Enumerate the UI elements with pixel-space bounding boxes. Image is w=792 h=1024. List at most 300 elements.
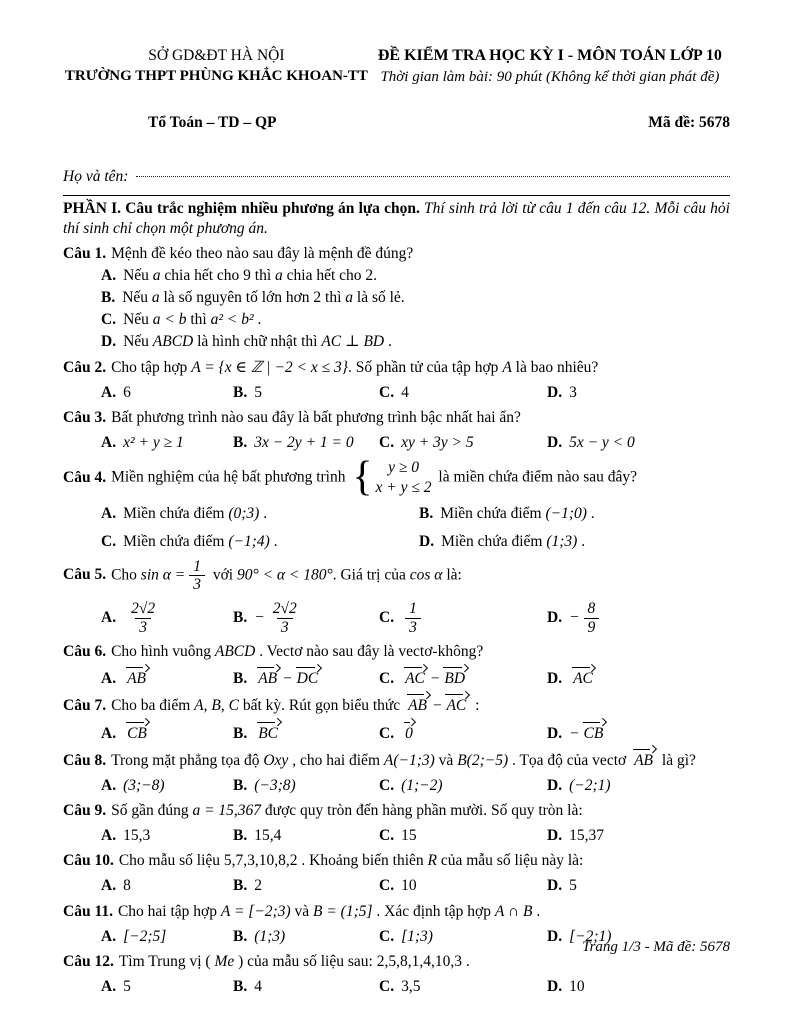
fraction xyxy=(189,558,205,594)
vector-segment: AB xyxy=(257,669,278,689)
vector-segment: 0 xyxy=(404,724,414,744)
math-segment: a xyxy=(152,267,161,284)
exam-duration: Thời gian làm bài: 90 phút (Không kể thời gian phát đề) xyxy=(380,68,720,85)
text-segment: 5 xyxy=(123,977,131,995)
math-segment: (1;−2) xyxy=(401,776,443,794)
text-segment: . Tọa độ của vectơ xyxy=(508,751,631,769)
question-stem xyxy=(63,408,730,428)
option-label: D. xyxy=(547,877,563,895)
math-segment: 90° < α < 180° xyxy=(237,566,333,584)
question-number: Câu 9. xyxy=(63,801,107,819)
option xyxy=(233,667,379,689)
math-segment: (−1;4) xyxy=(228,532,270,550)
text-segment: với xyxy=(208,566,237,584)
text-segment: là miền chứa điểm nào sau đây? xyxy=(434,468,638,486)
header xyxy=(63,46,730,87)
option-label: C. xyxy=(379,927,395,945)
option-label: C. xyxy=(379,724,395,742)
math-segment: − xyxy=(569,724,580,742)
part1-instructions xyxy=(63,199,730,239)
option xyxy=(101,504,419,524)
page-footer: Trang 1/3 - Mã đề: 5678 xyxy=(582,939,730,955)
text-segment: . xyxy=(532,902,541,920)
text-segment: 15,3 xyxy=(123,827,151,845)
fraction xyxy=(269,600,301,636)
question xyxy=(63,952,730,997)
school-name: TRƯỜNG THPT PHÙNG KHẮC KHOAN-TT xyxy=(64,68,368,85)
option-label: D. xyxy=(547,670,563,688)
option xyxy=(101,288,730,308)
text-segment: Cho ba điểm xyxy=(111,697,195,715)
option xyxy=(101,667,233,689)
vector-segment: AC xyxy=(445,696,467,716)
system-brace: { xyxy=(352,454,373,501)
fraction-denominator: 3 xyxy=(277,618,293,636)
name-dotted-line xyxy=(136,176,730,177)
options xyxy=(101,502,730,551)
option xyxy=(101,433,233,453)
header-row2 xyxy=(63,113,730,133)
option-label: A. xyxy=(101,877,117,895)
question-stem xyxy=(63,244,730,264)
math-segment: − xyxy=(429,670,441,688)
fraction-denominator: 3 xyxy=(189,575,205,593)
question-number: Câu 1. xyxy=(63,244,107,262)
fraction-numerator: 2√2 xyxy=(131,600,156,618)
vector-segment: CB xyxy=(583,724,605,744)
math-segment: cos α xyxy=(409,566,443,584)
math-segment: [1;3) xyxy=(401,927,433,945)
text-segment: 8 xyxy=(123,877,131,895)
option xyxy=(379,599,547,637)
option-label: C. xyxy=(379,877,395,895)
text-segment: Cho hai tập hợp xyxy=(117,902,221,920)
option-label: B. xyxy=(419,505,434,523)
text-segment: và xyxy=(434,751,458,769)
section-divider xyxy=(63,195,730,196)
text-segment: . xyxy=(577,532,586,550)
option xyxy=(101,722,233,744)
option-label: B. xyxy=(233,608,248,626)
question xyxy=(63,358,730,403)
option-label: C. xyxy=(379,383,395,401)
text-segment: Nếu xyxy=(122,289,152,307)
vector-segment: AB xyxy=(407,696,428,716)
option xyxy=(547,776,730,796)
option xyxy=(233,383,379,403)
system-line: x + y ≤ 2 xyxy=(375,479,432,497)
question-stem xyxy=(63,454,730,501)
math-segment: A = {x ∈ ℤ | −2 < x ≤ 3} xyxy=(191,358,348,376)
text-segment: Cho mẫu số liệu 5,7,3,10,8,2 . Khoảng biến thiên xyxy=(118,852,428,870)
math-segment: a = 15,367 xyxy=(192,801,262,819)
option-label: B. xyxy=(233,433,248,451)
option xyxy=(233,977,379,997)
question xyxy=(63,801,730,846)
text-segment: 5 xyxy=(254,383,262,401)
options xyxy=(101,266,730,353)
math-segment: ABCD xyxy=(152,333,194,351)
vector-segment: CB xyxy=(126,724,148,744)
math-segment: A(−1;3) xyxy=(383,751,435,769)
fraction xyxy=(405,600,421,636)
option xyxy=(379,776,547,796)
fraction-numerator: 1 xyxy=(193,557,201,575)
option xyxy=(379,876,547,896)
text-segment: thì xyxy=(186,311,211,329)
exam-title: ĐỀ KIỂM TRA HỌC KỲ I - MÔN TOÁN LỚP 10 xyxy=(377,47,722,64)
text-segment: : xyxy=(471,697,480,715)
text-segment: là số nguyên tố lớn hơn 2 thì xyxy=(159,289,346,307)
math-segment: a < b xyxy=(152,311,187,329)
text-segment: Miền nghiệm của hệ bất phương trình xyxy=(111,468,350,486)
text-segment: . xyxy=(259,505,268,523)
question xyxy=(63,408,730,453)
text-segment: . xyxy=(269,532,278,550)
text-segment: . xyxy=(384,333,392,351)
fraction-numerator: 2√2 xyxy=(272,600,297,618)
text-segment: 2 xyxy=(254,877,262,895)
option-label: C. xyxy=(379,827,395,845)
question-stem xyxy=(63,358,730,378)
option xyxy=(233,876,379,896)
question-number: Câu 10. xyxy=(63,852,114,870)
vector-segment: AC xyxy=(404,669,426,689)
text-segment: 15 xyxy=(401,827,417,845)
option xyxy=(379,667,547,689)
math-segment: − xyxy=(254,608,265,626)
text-segment: Tìm Trung vị ( xyxy=(118,952,215,970)
option xyxy=(547,599,730,637)
vector-segment: AB xyxy=(126,669,147,689)
option xyxy=(547,977,730,997)
question-stem xyxy=(63,902,730,922)
option-label: B. xyxy=(233,776,248,794)
text-segment: là: xyxy=(442,566,462,584)
option-label: D. xyxy=(419,532,435,550)
option-label: A. xyxy=(101,670,117,688)
math-segment: A, B, C xyxy=(194,697,239,715)
option xyxy=(419,504,730,524)
option-label: B. xyxy=(233,827,248,845)
option-label: A. xyxy=(101,977,117,995)
text-segment: Miền chứa điểm xyxy=(441,532,547,550)
text-segment: 3,5 xyxy=(401,977,421,995)
math-segment: 5x − y < 0 xyxy=(569,433,635,451)
math-segment: Oxy xyxy=(263,751,289,769)
option xyxy=(547,383,730,403)
text-segment: 4 xyxy=(254,977,262,995)
math-segment: A = [−2;3) xyxy=(220,902,291,920)
question-number: Câu 4. xyxy=(63,468,107,486)
math-segment: a xyxy=(275,267,283,284)
text-segment: . Số phần tử của tập hợp xyxy=(347,358,503,376)
option-label: D. xyxy=(547,724,563,742)
option xyxy=(547,722,730,744)
question-number: Câu 6. xyxy=(63,643,107,661)
option xyxy=(379,977,547,997)
math-segment: a² < b² xyxy=(210,311,254,329)
part1-title: PHẦN I. Câu trắc nghiệm nhiều phương án lựa chọn. xyxy=(63,199,420,217)
option-label: C. xyxy=(379,433,395,451)
option xyxy=(101,532,419,552)
fraction-numerator: 8 xyxy=(587,600,596,618)
option xyxy=(419,532,730,552)
text-segment: Bất phương trình nào sau đây là bất phương trình bậc nhất hai ẩn? xyxy=(111,408,521,426)
math-segment: (0;3) xyxy=(228,505,260,523)
text-segment: Số gần đúng xyxy=(111,801,193,819)
text-segment: Nếu xyxy=(123,311,153,329)
option xyxy=(379,722,547,744)
option-label: A. xyxy=(101,608,117,626)
question xyxy=(63,749,730,796)
text-segment: Nếu xyxy=(123,333,153,351)
text-segment: . Vectơ nào sau đây là vectơ-không? xyxy=(255,643,484,661)
option xyxy=(233,433,379,453)
option xyxy=(233,776,379,796)
math-segment: a xyxy=(345,289,354,307)
text-segment: Nếu xyxy=(123,267,153,284)
system-of-inequalities xyxy=(352,454,432,501)
system-line: y ≥ 0 xyxy=(388,459,419,477)
question-number: Câu 11. xyxy=(63,902,113,920)
option-label: B. xyxy=(233,877,248,895)
option xyxy=(379,826,547,846)
math-segment: R xyxy=(427,852,437,870)
option-label: D. xyxy=(547,608,563,626)
text-segment: Mệnh đề kéo theo nào sau đây là mệnh đề đúng? xyxy=(111,244,414,262)
option-label: D. xyxy=(547,776,563,794)
text-segment: và xyxy=(290,902,313,920)
math-segment: (−3;8) xyxy=(254,776,296,794)
option-label: C. xyxy=(101,532,117,550)
option-label: C. xyxy=(379,776,395,794)
text-segment: 4 xyxy=(401,383,409,401)
fraction-denominator: 9 xyxy=(584,618,600,636)
text-segment: 10 xyxy=(569,977,585,995)
math-segment: (−2;1) xyxy=(569,776,611,794)
option xyxy=(547,433,730,453)
text-segment: là số lẻ. xyxy=(353,289,405,307)
text-segment: là bao nhiêu? xyxy=(511,358,599,376)
options xyxy=(101,720,730,744)
text-segment: Trong mặt phẳng tọa độ xyxy=(111,751,264,769)
question-number: Câu 3. xyxy=(63,408,107,426)
option-label: B. xyxy=(233,383,248,401)
option-label: C. xyxy=(379,977,395,995)
text-segment: của mẫu số liệu này là: xyxy=(436,852,584,870)
math-segment: a xyxy=(151,289,160,307)
question-list xyxy=(63,244,730,997)
header-school-block xyxy=(63,46,370,87)
question-number: Câu 7. xyxy=(63,697,107,715)
option xyxy=(233,927,379,947)
text-segment: chia hết cho 2. xyxy=(282,267,378,284)
text-segment: 15,37 xyxy=(569,827,604,845)
math-segment: Me xyxy=(214,952,235,970)
option-label: B. xyxy=(233,927,248,945)
text-segment: 3 xyxy=(569,383,577,401)
question-stem xyxy=(63,749,730,771)
text-segment: 6 xyxy=(123,383,131,401)
option-label: D. xyxy=(547,927,563,945)
option xyxy=(547,826,730,846)
option xyxy=(379,383,547,403)
options xyxy=(101,824,730,846)
vector-segment: BC xyxy=(257,724,279,744)
option xyxy=(101,266,730,286)
options xyxy=(101,597,730,637)
option-label: D. xyxy=(547,383,563,401)
question-number: Câu 5. xyxy=(63,566,107,584)
text-segment: Cho hình vuông xyxy=(111,643,215,661)
question xyxy=(63,454,730,552)
text-segment: . xyxy=(253,311,262,329)
option-label: A. xyxy=(101,383,117,401)
question xyxy=(63,642,730,689)
option xyxy=(101,826,233,846)
option xyxy=(101,927,233,947)
math-segment: sin α = xyxy=(140,566,186,584)
option-label: D. xyxy=(547,827,563,845)
option xyxy=(233,722,379,744)
math-segment: 3x − 2y + 1 = 0 xyxy=(254,433,354,451)
options xyxy=(101,431,730,453)
text-segment: , cho hai điểm xyxy=(288,751,384,769)
math-segment: (1;3) xyxy=(546,532,578,550)
question xyxy=(63,244,730,353)
option-label: A. xyxy=(101,724,117,742)
options xyxy=(101,975,730,997)
fraction xyxy=(584,600,600,636)
text-segment: 15,4 xyxy=(254,827,282,845)
header-exam-block xyxy=(370,46,730,87)
option-label: A. xyxy=(101,505,117,523)
text-segment: chia hết cho 9 thì xyxy=(160,267,276,284)
text-segment: . Giá trị của xyxy=(332,566,410,584)
options xyxy=(101,381,730,403)
text-segment: . Xác định tập hợp xyxy=(372,902,495,920)
math-segment: ABCD xyxy=(214,643,256,661)
option-label: A. xyxy=(101,267,117,284)
math-segment: A ∩ B xyxy=(494,902,533,920)
option xyxy=(233,826,379,846)
options xyxy=(101,874,730,896)
math-segment: − xyxy=(432,697,443,715)
question-number: Câu 12. xyxy=(63,952,114,970)
math-segment: (−1;0) xyxy=(545,505,587,523)
question xyxy=(63,694,730,743)
math-segment: A xyxy=(502,358,512,376)
math-segment: [−2;1) xyxy=(569,927,612,945)
option-label: B. xyxy=(233,724,248,742)
option xyxy=(547,667,730,689)
text-segment: ) của mẫu số liệu sau: 2,5,8,1,4,10,3 . xyxy=(234,952,470,970)
math-segment: [−2;5] xyxy=(123,927,167,945)
option-label: B. xyxy=(233,977,248,995)
name-line xyxy=(63,167,730,187)
question-stem xyxy=(63,557,730,595)
option-label: B. xyxy=(101,289,116,307)
option xyxy=(233,599,379,637)
option xyxy=(101,599,233,637)
text-segment: Cho tập hợp xyxy=(111,358,192,376)
option xyxy=(101,383,233,403)
option-label: A. xyxy=(101,927,117,945)
option xyxy=(101,776,233,796)
vector-segment: DC xyxy=(296,669,320,689)
question xyxy=(63,851,730,896)
option-label: A. xyxy=(101,776,117,794)
option-label: A. xyxy=(101,827,117,845)
text-segment: bất kỳ. Rút gọn biểu thức xyxy=(238,697,405,715)
option xyxy=(379,433,547,453)
text-segment: Miền chứa điểm xyxy=(123,532,229,550)
math-segment: − xyxy=(282,670,293,688)
math-segment: (1;3) xyxy=(254,927,286,945)
option-label: D. xyxy=(547,433,563,451)
vector-segment: BD xyxy=(443,669,466,689)
option-label: C. xyxy=(379,670,395,688)
options xyxy=(101,665,730,689)
question-stem xyxy=(63,694,730,716)
text-segment: là hình chữ nhật thì xyxy=(193,333,322,351)
math-segment: (3;−8) xyxy=(123,776,165,794)
text-segment: 5 xyxy=(569,877,577,895)
part1-note: Thí sinh trả lời từ câu 1 đến câu 12. Mỗi câu hỏi thí sinh chỉ chọn một phương án. xyxy=(63,199,730,237)
option xyxy=(379,927,547,947)
fraction-denominator: 3 xyxy=(405,618,421,636)
department-name: SỞ GD&ĐT HÀ NỘI xyxy=(148,47,285,64)
vector-segment: AC xyxy=(572,669,594,689)
text-segment: Miền chứa điểm xyxy=(123,505,229,523)
option xyxy=(101,310,730,330)
question xyxy=(63,557,730,637)
vector-segment: AB xyxy=(633,751,654,771)
text-segment: được quy tròn đến hàng phần mười. Số quy tròn là: xyxy=(261,801,583,819)
name-label: Họ và tên: xyxy=(63,168,129,186)
math-segment: B(2;−5) xyxy=(457,751,509,769)
exam-code: Mã đề: 5678 xyxy=(648,114,730,132)
fraction xyxy=(127,600,159,636)
option xyxy=(101,876,233,896)
math-segment: xy + 3y > 5 xyxy=(401,433,474,451)
text-segment: Miền chứa điểm xyxy=(440,505,546,523)
question-stem xyxy=(63,642,730,662)
question-number: Câu 2. xyxy=(63,358,107,376)
option-label: C. xyxy=(101,311,117,329)
question-stem xyxy=(63,851,730,871)
math-segment: − xyxy=(569,608,580,626)
math-segment: AC ⊥ BD xyxy=(321,333,385,351)
fraction-numerator: 1 xyxy=(409,600,417,618)
fraction-denominator: 3 xyxy=(135,618,151,636)
option-label: D. xyxy=(101,333,117,351)
option-label: A. xyxy=(101,433,117,451)
question-number: Câu 8. xyxy=(63,751,107,769)
option xyxy=(547,876,730,896)
option xyxy=(101,977,233,997)
options xyxy=(101,774,730,796)
option-label: D. xyxy=(547,977,563,995)
text-segment: là gì? xyxy=(658,751,696,769)
math-segment: B = (1;5] xyxy=(313,902,373,920)
text-segment: . xyxy=(586,505,595,523)
question-stem xyxy=(63,801,730,821)
option-label: B. xyxy=(233,670,248,688)
option xyxy=(101,332,730,352)
math-segment: x² + y ≥ 1 xyxy=(123,433,184,451)
